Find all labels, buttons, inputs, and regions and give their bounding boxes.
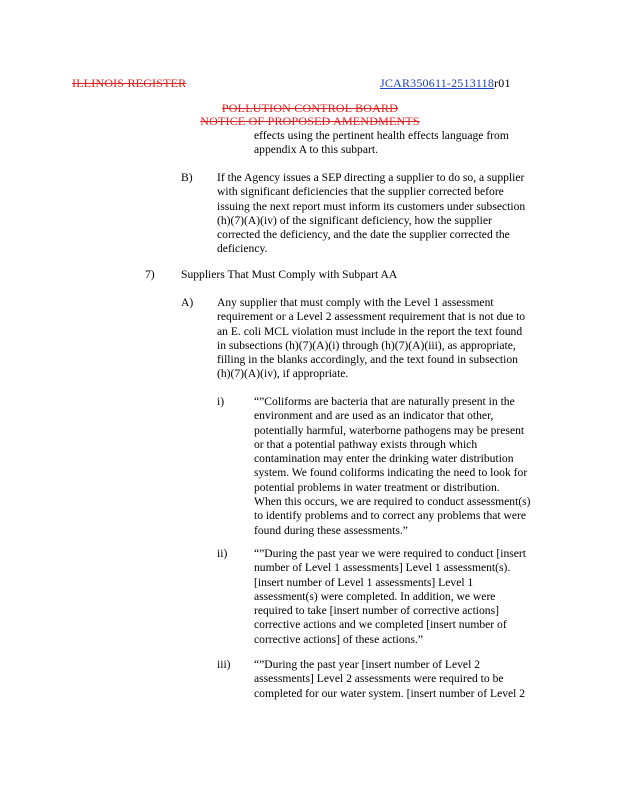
document-code-suffix: r01 [494,76,511,90]
text-line: If the Agency issues a SEP directing a supplier to do so, a supplier [217,171,525,184]
item-label-7: 7) [145,268,155,281]
text-line: number of Level 1 assessments] Level 1 assessment(s). [254,561,511,575]
text-line: an E. coli MCL violation must include in the report the text found [217,324,523,338]
board-title: POLLUTION CONTROL BOARD [221,101,399,115]
item-label-i: i) [217,395,225,408]
text-line: corrected the deficiency, and the date the supplier corrected the [217,228,510,242]
item-label-a: A) [181,296,194,309]
text-line: completed for our water system. [insert number of Level 2 [254,686,526,700]
document-code [380,76,511,91]
intro-paragraph [254,129,594,158]
text-line: (h)(7)(A)(iv), if appropriate. [217,367,349,381]
text-line: effects using the pertinent health effects language from [254,129,509,142]
paragraph-i [254,395,599,538]
text-line: to identify problems and to correct any problems that were [254,509,527,523]
text-line: in subsections (h)(7)(A)(i) through (h)(7)(A)(iii), as appropriate, [217,338,516,352]
document-code-prefix: JCAR350611-2513118 [380,76,495,90]
paragraph-ii [254,547,599,647]
text-line: deficiency. [217,242,268,256]
paragraph-iii [254,658,599,701]
item-label-b: B) [181,171,193,184]
text-line: When this occurs, we are required to conduct assessment(s) [254,495,531,509]
text-line: potential problems in water treatment or distribution. [254,480,500,494]
text-line: required to take [insert number of corrective actions] [254,604,499,618]
notice-title: NOTICE OF PROPOSED AMENDMENTS [200,114,420,128]
text-line: “”During the past year [insert number of Level 2 [254,658,480,671]
item-label-ii: ii) [217,547,228,560]
text-line: appendix A to this subpart. [254,143,378,157]
text-line: corrective actions] of these actions.” [254,632,423,646]
text-line: Any supplier that must comply with the Level 1 assessment [217,296,494,309]
text-line: environment and are used as an indicator that other, [254,409,494,423]
text-line: corrective actions and we completed [insert number of [254,618,507,632]
text-line: [insert number of Level 1 assessments] Level 1 [254,575,474,589]
text-line: or that a potential pathway exists through which [254,437,478,451]
text-line: assessments] Level 2 assessments were required to be [254,672,504,686]
paragraph-a [217,296,587,382]
text-line: “”During the past year we were required to conduct [insert [254,547,527,560]
paragraph-b [217,171,587,257]
register-header: ILLINOIS REGISTER [72,76,187,90]
text-line: (h)(7)(A)(iv) of the significant deficiency, how the supplier [217,213,492,227]
text-line: “”Coliforms are bacteria that are naturally present in the [254,395,515,408]
item-label-iii: iii) [217,658,231,671]
text-line: requirement or a Level 2 assessment requirement that is not due to [217,310,526,324]
section-7-heading: Suppliers That Must Comply with Subpart AA [181,268,398,281]
text-line: contamination may enter the drinking water distribution [254,452,514,466]
text-line: with significant deficiencies that the supplier corrected before [217,185,504,199]
text-line: assessment(s) were completed. In addition, we were [254,589,496,603]
text-line: filling in the blanks accordingly, and the text found in subsection [217,353,518,367]
text-line: system. We found coliforms indicating the need to look for [254,466,528,480]
text-line: found during these assessments.” [254,523,408,537]
text-line: potentially harmful, waterborne pathogens may be present [254,423,525,437]
text-line: issuing the next report must inform its customers under subsection [217,199,526,213]
